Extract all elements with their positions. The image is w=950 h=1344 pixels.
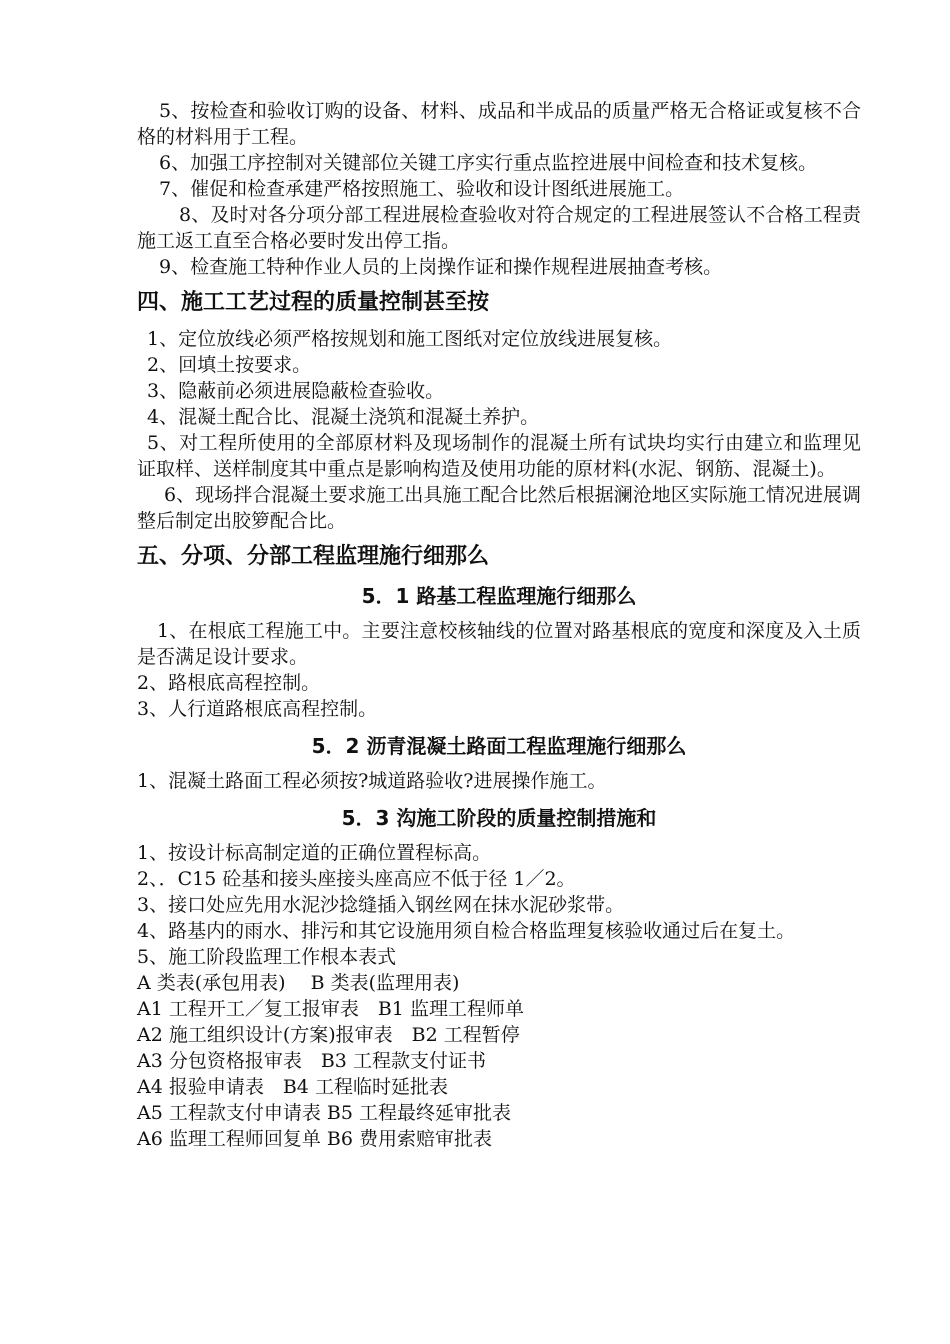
- list-item: 8、及时对各分项分部工程进展检查验收对符合规定的工程进展签认不合格工程责施工返工直至合格必要时发出停工指。: [137, 204, 861, 252]
- list-item: 4、路基内的雨水、排污和其它设施用须自检合格监理复核验收通过后在复土。: [137, 920, 796, 942]
- list-item: 3、隐蔽前必须进展隐蔽检查验收。: [147, 380, 445, 402]
- list-item: 6、加强工序控制对关键部位关键工序实行重点监控进展中间检查和技术复核。: [159, 152, 818, 174]
- list-item: 9、检查施工特种作业人员的上岗操作证和操作规程进展抽查考核。: [159, 256, 723, 278]
- form-list-item: A2 施工组织设计(方案)报审表 B2 工程暂停: [137, 1024, 520, 1046]
- list-item: 6、现场拌合混凝土要求施工出具施工配合比然后根据澜沧地区实际施工情况进展调整后制定出胶箩配合比。: [137, 484, 861, 532]
- list-item: 3、接口处应先用水泥沙捻缝插入钢丝网在抹水泥砂浆带。: [137, 894, 625, 916]
- list-item: 5、按检查和验收订购的设备、材料、成品和半成品的质量严格无合格证或复核不合格的材料用于工程。: [137, 100, 861, 148]
- list-item: 1、混凝土路面工程必须按?城道路验收?进展操作施工。: [137, 770, 607, 792]
- document-body: [137, 98, 861, 1152]
- list-item: 4、混凝土配合比、混凝土浇筑和混凝土养护。: [147, 406, 540, 428]
- form-list-item: A 类表(承包用表) B 类表(监理用表): [137, 972, 460, 994]
- list-item: 2、回填土按要求。: [147, 354, 312, 376]
- section-heading: 五、分项、分部工程监理施行细那么: [137, 544, 490, 569]
- form-list-item: A3 分包资格报审表 B3 工程款支付证书: [137, 1050, 486, 1072]
- list-item: 2、．C15 砼基和接头座接头座高应不低于径 1／2。: [137, 868, 576, 890]
- list-item: 1、定位放线必须严格按规划和施工图纸对定位放线进展复核。: [147, 328, 673, 350]
- list-item: 7、催促和检查承建严格按照施工、验收和设计图纸进展施工。: [159, 178, 685, 200]
- list-item: 1、在根底工程施工中。主要注意校核轴线的位置对路基根底的宽度和深度及入土质是否满足设计要求。: [137, 620, 861, 668]
- form-list-item: A1 工程开工／复工报审表 B1 监理工程师单: [137, 998, 524, 1020]
- form-list-item: A6 监理工程师回复单 B6 费用索赔审批表: [137, 1128, 492, 1150]
- form-list-item: A5 工程款支付申请表 B5 工程最终延审批表: [137, 1102, 511, 1124]
- subsection-heading: 5．3 沟施工阶段的质量控制措施和: [341, 806, 657, 830]
- form-list-item: A4 报验申请表 B4 工程临时延批表: [137, 1076, 448, 1098]
- section-heading: 四、施工工艺过程的质量控制甚至按: [137, 290, 490, 315]
- list-item: 1、按设计标高制定道的正确位置程标高。: [137, 842, 492, 864]
- list-item: 5、施工阶段监理工作根本表式: [137, 946, 397, 968]
- list-item: 5、对工程所使用的全部原材料及现场制作的混凝土所有试块均实行由建立和监理见证取样、送样制度其中重点是影响构造及使用功能的原材料(水泥、钢筋、混凝土)。: [137, 432, 861, 480]
- subsection-heading: 5．1 路基工程监理施行细那么: [361, 584, 637, 608]
- list-item: 2、路根底高程控制。: [137, 672, 321, 694]
- list-item: 3、人行道路根底高程控制。: [137, 698, 378, 720]
- subsection-heading: 5．2 沥青混凝土路面工程监理施行细那么: [311, 734, 687, 758]
